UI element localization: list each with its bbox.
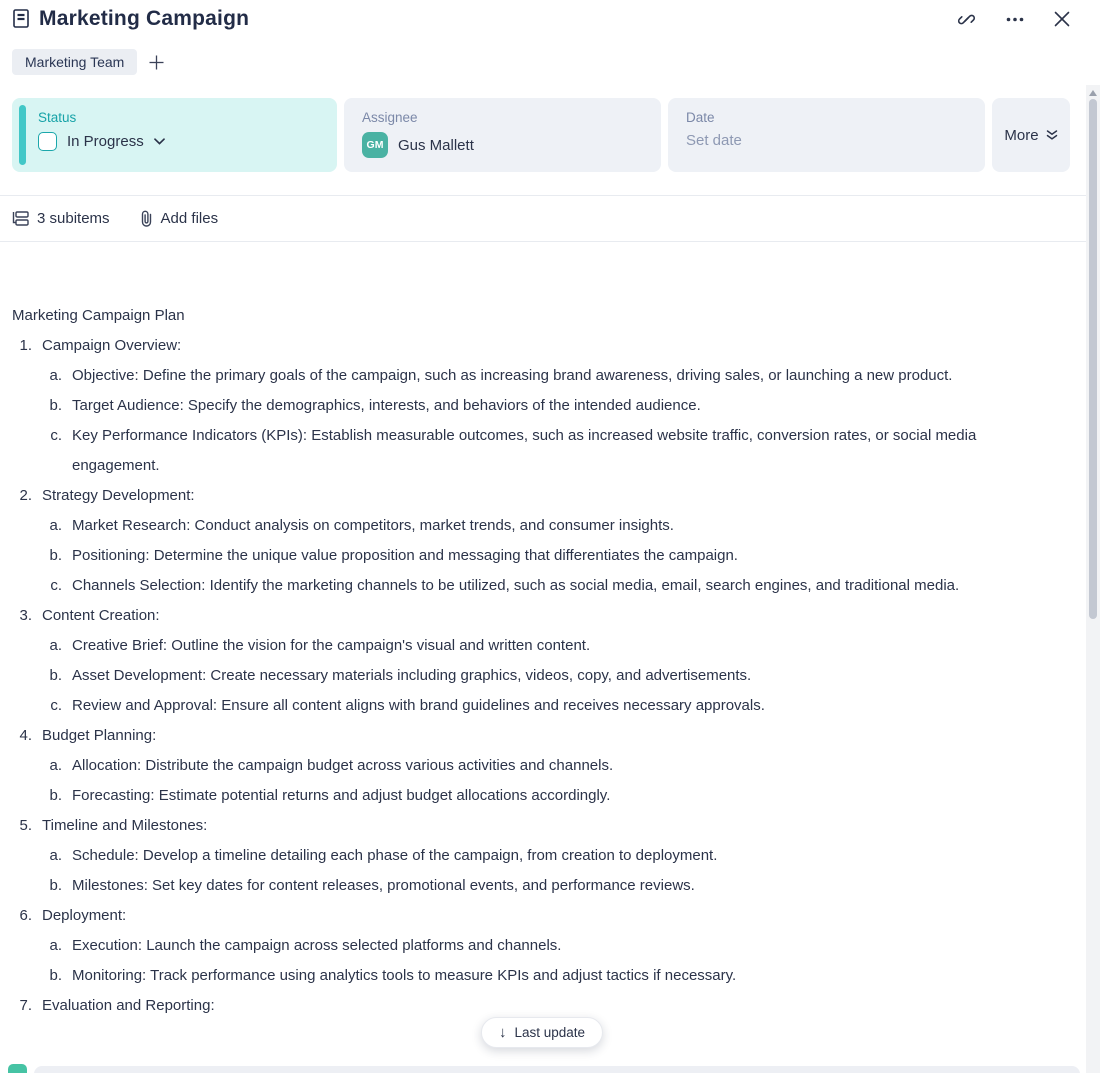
more-options-icon[interactable] [1004,15,1026,24]
list-marker: a. [49,757,62,774]
list-marker: 7. [19,997,32,1014]
paperclip-icon [140,210,153,227]
list-marker: c. [50,427,62,444]
date-field[interactable] [668,98,985,172]
chevron-down-icon [154,138,165,145]
list-marker: b. [49,787,62,804]
list-marker: a. [49,517,62,534]
date-placeholder: Set date [686,132,742,149]
header-actions [955,8,1072,31]
document-sections [12,331,1058,1021]
list-marker: 1. [19,337,32,354]
list-text: Monitoring: Track performance using analytics tools to measure KPIs and adjust tactics if necessary. [72,967,737,984]
list-marker: 6. [19,907,32,924]
assignee-label: Assignee [362,110,418,125]
list-text: Content Creation: [42,607,160,624]
list-text: Execution: Launch the campaign across selected platforms and channels. [72,937,562,954]
list-text: Milestones: Set key dates for content releases, promotional events, and performance reviews. [72,877,695,894]
status-label: Status [38,110,77,125]
tags-row [0,34,1100,75]
list-text: Allocation: Distribute the campaign budget across various activities and channels. [72,757,614,774]
list-marker: a. [49,847,62,864]
list-text: Objective: Define the primary goals of the campaign, such as increasing brand awareness, driving sales, or launching a new product. [72,367,953,384]
list-marker: a. [49,367,62,384]
list-marker: b. [49,397,62,414]
list-text: Forecasting: Estimate potential returns and adjust budget allocations accordingly. [72,787,611,804]
assignee-field[interactable] [344,98,661,172]
fields-row [12,98,1070,172]
subitem-status-chip [8,1064,27,1073]
section-item [12,931,1058,961]
header [0,0,1100,34]
status-accent-bar [19,105,26,165]
list-marker: b. [49,547,62,564]
subitems-icon [12,211,29,226]
page-title[interactable]: Marketing Campaign [39,7,250,30]
list-marker: b. [49,667,62,684]
list-marker: b. [49,967,62,984]
section-item [12,631,1058,661]
add-files-label: Add files [160,210,219,227]
document-editor[interactable] [0,301,1100,1021]
section-heading [12,901,1058,931]
section-item [12,691,1058,721]
list-text: Timeline and Milestones: [42,817,208,834]
section-heading [12,331,1058,361]
status-value: In Progress [67,133,144,150]
list-text: Review and Approval: Ensure all content aligns with brand guidelines and receives necessary approvals. [72,697,765,714]
list-marker: c. [50,697,62,714]
list-marker: 5. [19,817,32,834]
section-item [12,961,1058,991]
section-heading [12,481,1058,511]
more-label: More [1004,126,1039,144]
add-tag-icon[interactable] [149,55,164,70]
list-marker: a. [49,637,62,654]
list-text: Campaign Overview: [42,337,182,354]
section-item [12,391,1058,421]
last-update-button[interactable] [481,1017,603,1048]
toolbar [0,195,1100,242]
section-item [12,871,1058,901]
more-fields-button[interactable] [992,98,1070,172]
section-heading [12,811,1058,841]
subitems-button[interactable] [12,210,110,227]
list-marker: 2. [19,487,32,504]
team-tag[interactable]: Marketing Team [12,49,137,75]
list-text: Asset Development: Create necessary materials including graphics, videos, copy, and advertisements. [72,667,752,684]
document-icon [12,9,30,29]
list-text: Target Audience: Specify the demographics, interests, and behaviors of the intended audience. [72,397,701,414]
list-text: Creative Brief: Outline the vision for the campaign's visual and written content. [72,637,591,654]
double-chevron-down-icon [1046,130,1058,141]
section-item [12,511,1058,541]
subitems-label: 3 subitems [37,210,110,227]
section-item [12,661,1058,691]
list-text: Deployment: [42,907,127,924]
document-title: Marketing Campaign Plan [12,307,185,324]
section-item [12,751,1058,781]
arrow-down-icon: ↓ [498,1024,507,1041]
list-marker: 3. [19,607,32,624]
close-icon[interactable] [1052,9,1072,29]
assignee-value: Gus Mallett [398,136,474,154]
list-marker: c. [50,577,62,594]
scroll-up-arrow-icon[interactable] [1089,90,1097,96]
scrollbar[interactable] [1086,85,1100,1073]
date-label: Date [686,110,715,125]
list-text: Positioning: Determine the unique value proposition and messaging that differentiates the campaign. [72,547,738,564]
section-item [12,571,1058,601]
list-text: Key Performance Indicators (KPIs): Establish measurable outcomes, such as increased website traffic, conversion rates, or social media engagement. [72,427,977,474]
add-files-button[interactable] [140,210,219,227]
section-item [12,541,1058,571]
list-text: Channels Selection: Identify the marketing channels to be utilized, such as social media, email, search engines, and traditional media. [72,577,960,594]
last-update-label: Last update [514,1025,586,1040]
list-text: Strategy Development: [42,487,195,504]
section-item [12,361,1058,391]
section-heading [12,601,1058,631]
list-marker: b. [49,877,62,894]
section-item [12,841,1058,871]
list-marker: a. [49,937,62,954]
list-text: Budget Planning: [42,727,157,744]
status-checkbox[interactable] [38,132,57,151]
scrollbar-thumb[interactable] [1089,99,1097,619]
avatar: GM [362,132,388,158]
status-field[interactable] [12,98,337,172]
list-text: Market Research: Conduct analysis on competitors, market trends, and consumer insights. [72,517,674,534]
update-box-edge [34,1066,1080,1073]
list-text: Evaluation and Reporting: [42,997,215,1014]
list-text: Schedule: Develop a timeline detailing each phase of the campaign, from creation to deployment. [72,847,718,864]
list-marker: 4. [19,727,32,744]
section-heading [12,721,1058,751]
section-item [12,781,1058,811]
section-item [12,421,1058,481]
copy-link-icon[interactable] [955,8,978,31]
